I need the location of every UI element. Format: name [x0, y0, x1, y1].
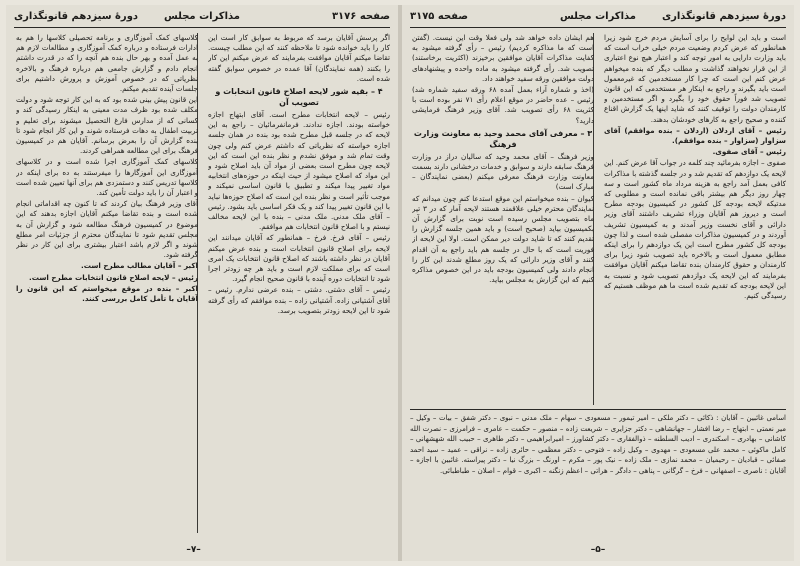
paragraph: اگر پرسش آقایان برسد که مربوط به سوابق کار است این کار را باید خوانده شود تا ملاحظه کنند که این مطلب چیست. تقاضا میکنم آقایان موافقت بفرمایند که عرض میکنم این کار را بکنند (همه نمایندگان) آقا عمده در خصوص سوابق گفته شده است. — [208, 33, 390, 83]
left-page-period: دورهٔ سیزدهم قانونگذاری — [14, 11, 139, 22]
right-header-rule — [410, 27, 786, 28]
section-heading: ۴ – بقیه شور لایحه اصلاح قانون انتخابات و تصویب آن — [215, 87, 383, 108]
paragraph: صفوی – اجازه بفرمائید چند کلمه در جواب آقا عرض کنم. این لایحه یک دوازدهم که تقدیم شد و در جلسه گذشته با مذاکرات کافی بعمل آمد راجع به هزینه مرداد ماه کشور است و سه چهار روز دیگر هم بیشتر باقی نمانده است و مطلوبی که مدتیکه لایحه بودجه کل کشور در کمیسیون بودجه مطرح است و دیروز هم آقایان وزراء تشریف داشتند آقای وزیر دارائی و آقای نخست وزیر آمدند و به کمیسیون تشریف آوردند و در کمیسیون مذاکرات مفصلی شده است و لذا چون بودجه کل کشور مطرح است این یک دوازدهم را برای اینکه مطابق معمول است و بالاخره باید تصویب شود زیرا برای کارمندان و حقوق کارمندان بنده تقاضا میکنم آقایان موافقت بفرمایند که این لایحه یک دوازدهم تصویب شود و نسبت به این لایحه بودجه که تقدیم شده است ما هم موظف هستیم که رسیدگی کنیم. — [604, 158, 786, 301]
paragraph: (اخذ و شماره آراء بعمل آمده ۶۸ ورقه سفید شماره شد) رئیس – عده حاضر در موقع اعلام رأی ۷۱ نفر بوده است با کثریت ۶۸ رأی تصویب شد. آقای وزیر فرهنگ فرمایشی دارید؟ — [412, 85, 594, 125]
paragraph: رئیس – آقای دشتی. دشتی – بنده عرضی ندارم. رئیس – آقای آشتیانی زاده. آشتیانی زاده – بنده موافقم که رأی گرفته شود تا این لایحه زودتر بتصویب برسد. — [208, 285, 390, 315]
right-page-header — [410, 11, 786, 25]
left-column-right — [208, 33, 390, 533]
speaker-line: رئیس – آقای اردلان (اردلان – بنده موافقم) آقای سزاوار (سزاوار – بنده موافقم). — [604, 125, 786, 146]
paragraph: رئیس – آقای فرخ. فرخ – همانطور که آقایان میدانند این لایحه برای اصلاح قانون انتخابات است و بنده عرض میکنم آقایان در نظر داشته باشند که اصلاح قانون انتخابات یک امری است که برای مملکت لازم است و باید هر چه زودتر اجرا شود تا انتخابات دوره آینده با قانون صحیح انجام گیرد. — [208, 233, 390, 284]
attendance-list: اسامی غائبین – آقایان : ذکائی – دکتر ملکی – امیر تیمور – مسعودی – سهام – ملک مدنی – نبوی – دکتر شفق – بیات – وکیل – میر نعمتی – ابتهاج – رضا افشار – جهانشاهی – دکتر جزایری – شریعت زاده – منصور – حکمت – عامری – فرامرزی – نصرت الله کاشانی – بهادری – اسکندری – ادیب السلطنه – ذوالفقاری – دکتر کشاورز – امیرابراهیمی – دکتر طاهری – حبیب الله شهشهانی – کامل ماکوئی – محمد علی مسعودی – مهدوی – وکیل زاده – فتوحی – دکتر معظمی – حائری زاده – نراقی – عمید – سید احمد صفائی – قبادیان – رحیمیان – محمد نمازی – ملک زاده – نیک پور – مکرم – اورنگ – بزرگ نیا – دکتر پیراسته. غائبین با اجازه – آقایان : ناصری – اصفهانی – فرخ – گرگانی – پناهی – دادگر – هراتی – اعظم زنگنه – اکبری – قوام – اصلان – طباطبائی. — [410, 409, 786, 543]
right-page — [402, 5, 794, 561]
paragraph: آقای وزیر فرهنگ بیان کردند که تا کنون چه اقداماتی انجام شده است و بنده تقاضا میکنم آقایان اجازه بدهند که این موضوع در کمیسیون فرهنگ مطالعه شود و گزارش آن به مجلس تقدیم شود تا نمایندگان محترم از جزئیات امر مطلع شوند و اگر لازم باشد اعتبار بیشتری برای این کار در نظر گرفته شود. — [16, 199, 198, 260]
paragraph: هم ایشان داده خواهد شد ولی فعلا وقت این نیست. (گفتن است که ما مذاکره کردیم) رئیس – رأی گرفته میشود به کفایت مذاکرات آقایان موافقین برخیزند (اکثریت برخاستند) تصویب شد. رأی گرفته میشود به ماده واحده و پیشنهادهای دولت موافقین ورقه سفید خواهند داد. — [412, 33, 594, 83]
right-page-title: مذاکرات مجلس — [559, 11, 637, 22]
left-header-rule — [14, 27, 390, 28]
paragraph: کلاسهای کمک آموزگاری اجرا شده است و در کلاسهای آموزگاری این آموزگارها را میفرستند به ده برای اینکه در کلاسها تدریس کنند و دستمزدی هم برای آنها تعیین شده است و اعتبار آن را باید دولت تأمین کند. — [16, 157, 198, 198]
section-heading: ۳ – معرفی آقای محمد وحید به معاونت وزارت فرهنگ — [413, 128, 593, 149]
paragraph: کلاسهای کمک آموزگاری و برنامه تحصیلی کلاسها را هم به ادارات فرستاده و درباره کمک آموزگاری و مطالعات لازم هم به عمل آمده و بهر حال بنده هم آنچه را که در قدرت داشتم انجام دادم و گزارش جامعی هم درباره فرهنگ و بالاخره نظریاتی که در خصوص آموزش و پرورش داشتیم برای جلسات آینده تقدیم میکنم. — [16, 33, 198, 94]
right-page-footer-number: –۵– — [590, 545, 606, 555]
document-spread — [6, 5, 794, 561]
paragraph: کیوان – بنده میخواستم این موقع استدعا کنم چون میدانم که نمایندگان محترم خیلی علاقمند هستند لایحه آمار که در ۳ تیر ماه بتصویب مجلس رسیده است نوبت برای گزارش آن بکمیسیون بیاید (صحیح است) و باید همین جلسه گزارش را تقدیم کنند که تا شاید دولت دیر ممکن است. اولا این لایحه از فوریت است که با حال در جلسه هم باید راجع به آن اقدام کنند و آقای وزیر دارائی که یک روز مطلع شدند این کار را انجام دادند ولی کمیسیون بودجه باید در این خصوص مذاکره کنیم که این گزارش به مجلس بیاید. — [412, 193, 594, 285]
left-page-header — [14, 11, 390, 25]
left-page — [6, 5, 398, 561]
right-column-right — [604, 33, 786, 405]
left-page-title: مذاکرات مجلس — [163, 11, 241, 22]
right-page-period: دورهٔ سیزدهم قانونگذاری — [661, 11, 786, 22]
left-page-number-label: صفحه ۳۱۷۶ — [331, 11, 390, 22]
right-column-left — [412, 33, 594, 405]
left-column-left — [16, 33, 198, 533]
paragraph: وزیر فرهنگ – آقای محمد وحید که سالیان دراز در وزارت فرهنگ سابقه دارند و سوابق و خدمات درخشانی دارند بسمت معاونت وزارت فرهنگ معرفی میکنم (بعضی نمایندگان – مبارک است) — [412, 151, 594, 192]
speaker-line: رئیس – لایحه اصلاح قانون انتخابات مطرح است. — [29, 272, 198, 282]
speaker-line: رئیس – آقای صفوی. — [712, 147, 786, 157]
speaker-line: اکبر – آقایان مطالب مطرح است. — [81, 261, 198, 271]
left-page-footer-number: –۷– — [186, 545, 201, 555]
paragraph: این قانون پیش بینی شده بود که به این کار توجه شود و دولت مکلف شده بود ظرف مدت معینی به اینکار رسیدگی کند و کسانی که از مدارس فارغ التحصیل میشوند برای تعلیم و تربیت اطفال به دهات فرستاده شوند و این کار انجام شود تا بنده گزارش آن را بعرض برسانم. آقایان هم در کمیسیون فرهنگ برای این مطالعه همراهی کردند. — [16, 95, 198, 156]
right-page-number-label: صفحه ۳۱۷۵ — [410, 11, 469, 22]
paragraph: است و باید این لوایح را برای آسایش مردم خرج شود زیرا همانطور که عرض کردم وضعیت مردم خیلی خراب است که باید وزارت دارایی به امور توجه کند و اعتبار هیچ نوع اعتباری از این قرار نخواهند گذاشت و مطلب دیگر که بنده میخواهم عرض کنم این است که چرا کار مستخدمین که غیرمعمول است باید بگیرند و راجع به اینکار هر مستخدمی که این قانون تصویب شد فوراً حقوق خود را بگیرد و اگر مستخدمین و کارمندان دولت را توقیف کنند که شاید اینها یک گزارش اقناع کننده و صحیح راجع به کارهای خودشان بدهند. — [604, 33, 786, 124]
paragraph: رئیس – لایحه انتخابات مطرح است. آقای ابتهاج اجازه خواسته بودند. اجازه ندادند. فرمانفرمائیان – راجع به این لایحه که در جلسه قبل مطرح شده بود بنده در همان جلسه اجازه خواسته که نظریاتی که داشتم عرض کنم ولی چون وقت تمام شد و موفق نشدم و نظر بنده این است که این لایحه چون مطرح است بعضی از مواد آن باید اصلاح شود و این مواد که اصلاح میشود از حیث اینکه در حوزه‌های انتخابیه مواد تغییر پیدا میکند و تطبیق با قانون اساسی نمیکند و موجب تأثیر است و نظر بنده این است که اصلاح حوزه‌ها نباید با این قانون تغییر پیدا کند و یک فکر اساسی باید بشود. رئیس – آقای ملک مدنی. ملک مدنی – بنده با این لایحه مخالف نیستم و با اصلاح قانون انتخابات هم موافقم. — [208, 110, 390, 232]
speaker-line: اکبر – بنده در موقع میخواستم که این قانون را آقایان با تأمل کامل بررسی کنند. — [16, 283, 198, 304]
